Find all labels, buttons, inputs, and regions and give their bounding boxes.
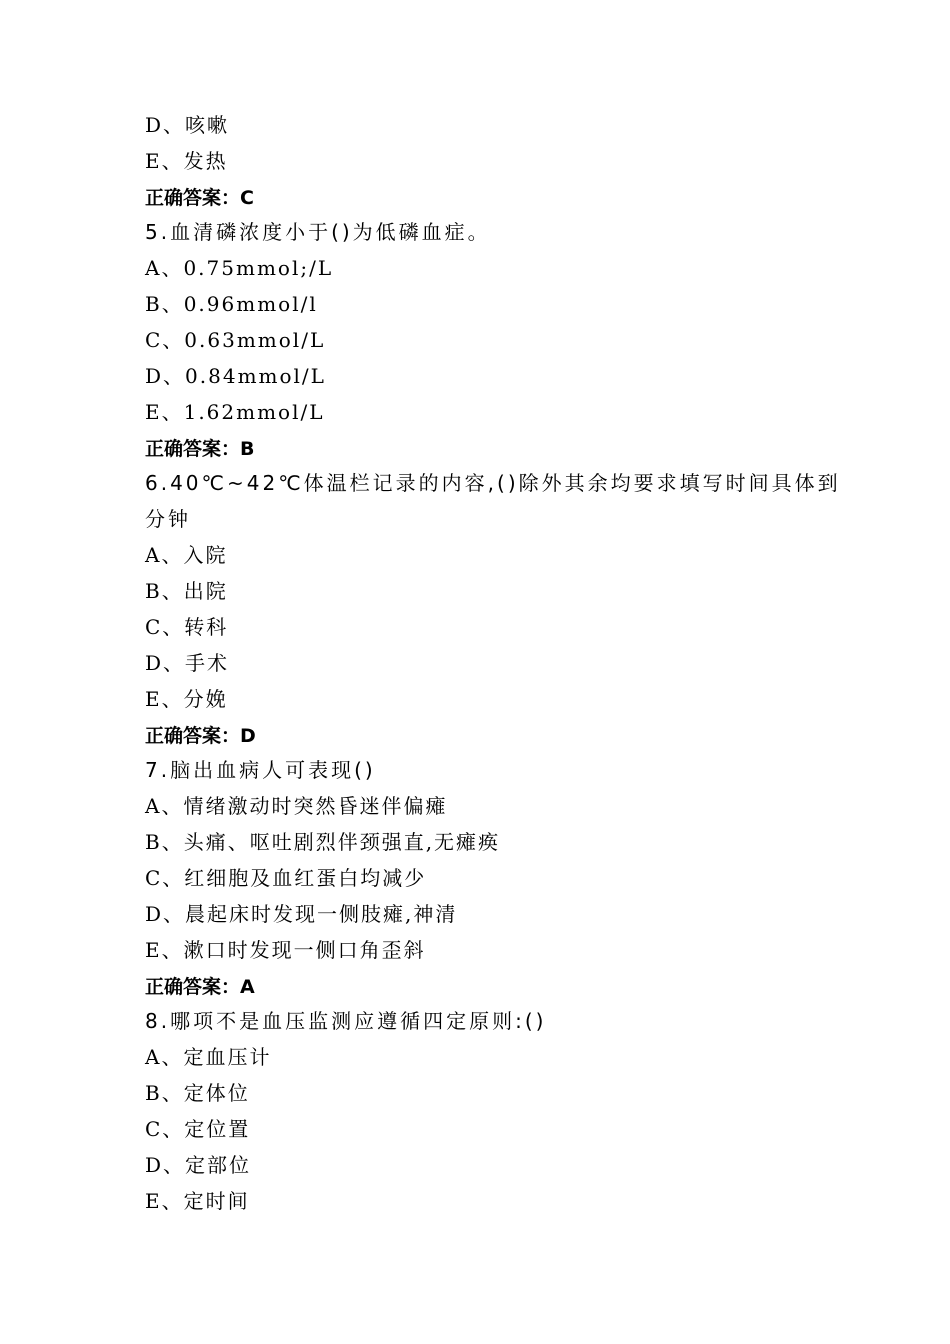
- option-c: C、红细胞及血红蛋白均减少: [145, 866, 427, 890]
- option-d: D、手术: [145, 651, 230, 675]
- option-b: B、出院: [145, 579, 228, 603]
- question-7: 7.脑出血病人可表现(): [145, 758, 376, 782]
- question-6: 6.40℃~42℃体温栏记录的内容,()除外其余均要求填写时间具体到: [145, 471, 841, 495]
- question-8: 8.哪项不是血压监测应遵循四定原则:(): [145, 1009, 547, 1033]
- option-c: C、转科: [145, 615, 229, 639]
- correct-answer: 正确答案：D: [145, 725, 256, 747]
- option-c: C、定位置: [145, 1117, 251, 1141]
- question-5: 5.血清磷浓度小于()为低磷血症。: [145, 220, 491, 244]
- option-d: D、0.84mmol/L: [145, 364, 326, 388]
- option-d: D、定部位: [145, 1153, 252, 1177]
- option-e: E、定时间: [145, 1189, 250, 1213]
- option-e: E、分娩: [145, 687, 228, 711]
- option-e: E、1.62mmol/L: [145, 400, 325, 424]
- option-c: C、0.63mmol/L: [145, 328, 326, 352]
- option-b: B、头痛、呕吐剧烈伴颈强直,无瘫痪: [145, 830, 501, 854]
- option-e: E、漱口时发现一侧口角歪斜: [145, 938, 426, 962]
- question-6-continuation: 分钟: [145, 507, 191, 531]
- correct-answer: 正确答案：B: [145, 438, 255, 460]
- option-a: A、入院: [145, 543, 228, 567]
- correct-answer: 正确答案：C: [145, 187, 254, 209]
- option-d: D、咳嗽: [145, 113, 230, 137]
- option-a: A、情绪激动时突然昏迷伴偏瘫: [145, 794, 448, 818]
- option-a: A、0.75mmol;/L: [145, 256, 334, 280]
- option-b: B、定体位: [145, 1081, 250, 1105]
- correct-answer: 正确答案：A: [145, 976, 255, 998]
- option-a: A、定血压计: [145, 1045, 272, 1069]
- option-e: E、发热: [145, 149, 228, 173]
- option-d: D、晨起床时发现一侧肢瘫,神清: [145, 902, 458, 926]
- option-b: B、0.96mmol/l: [145, 292, 318, 316]
